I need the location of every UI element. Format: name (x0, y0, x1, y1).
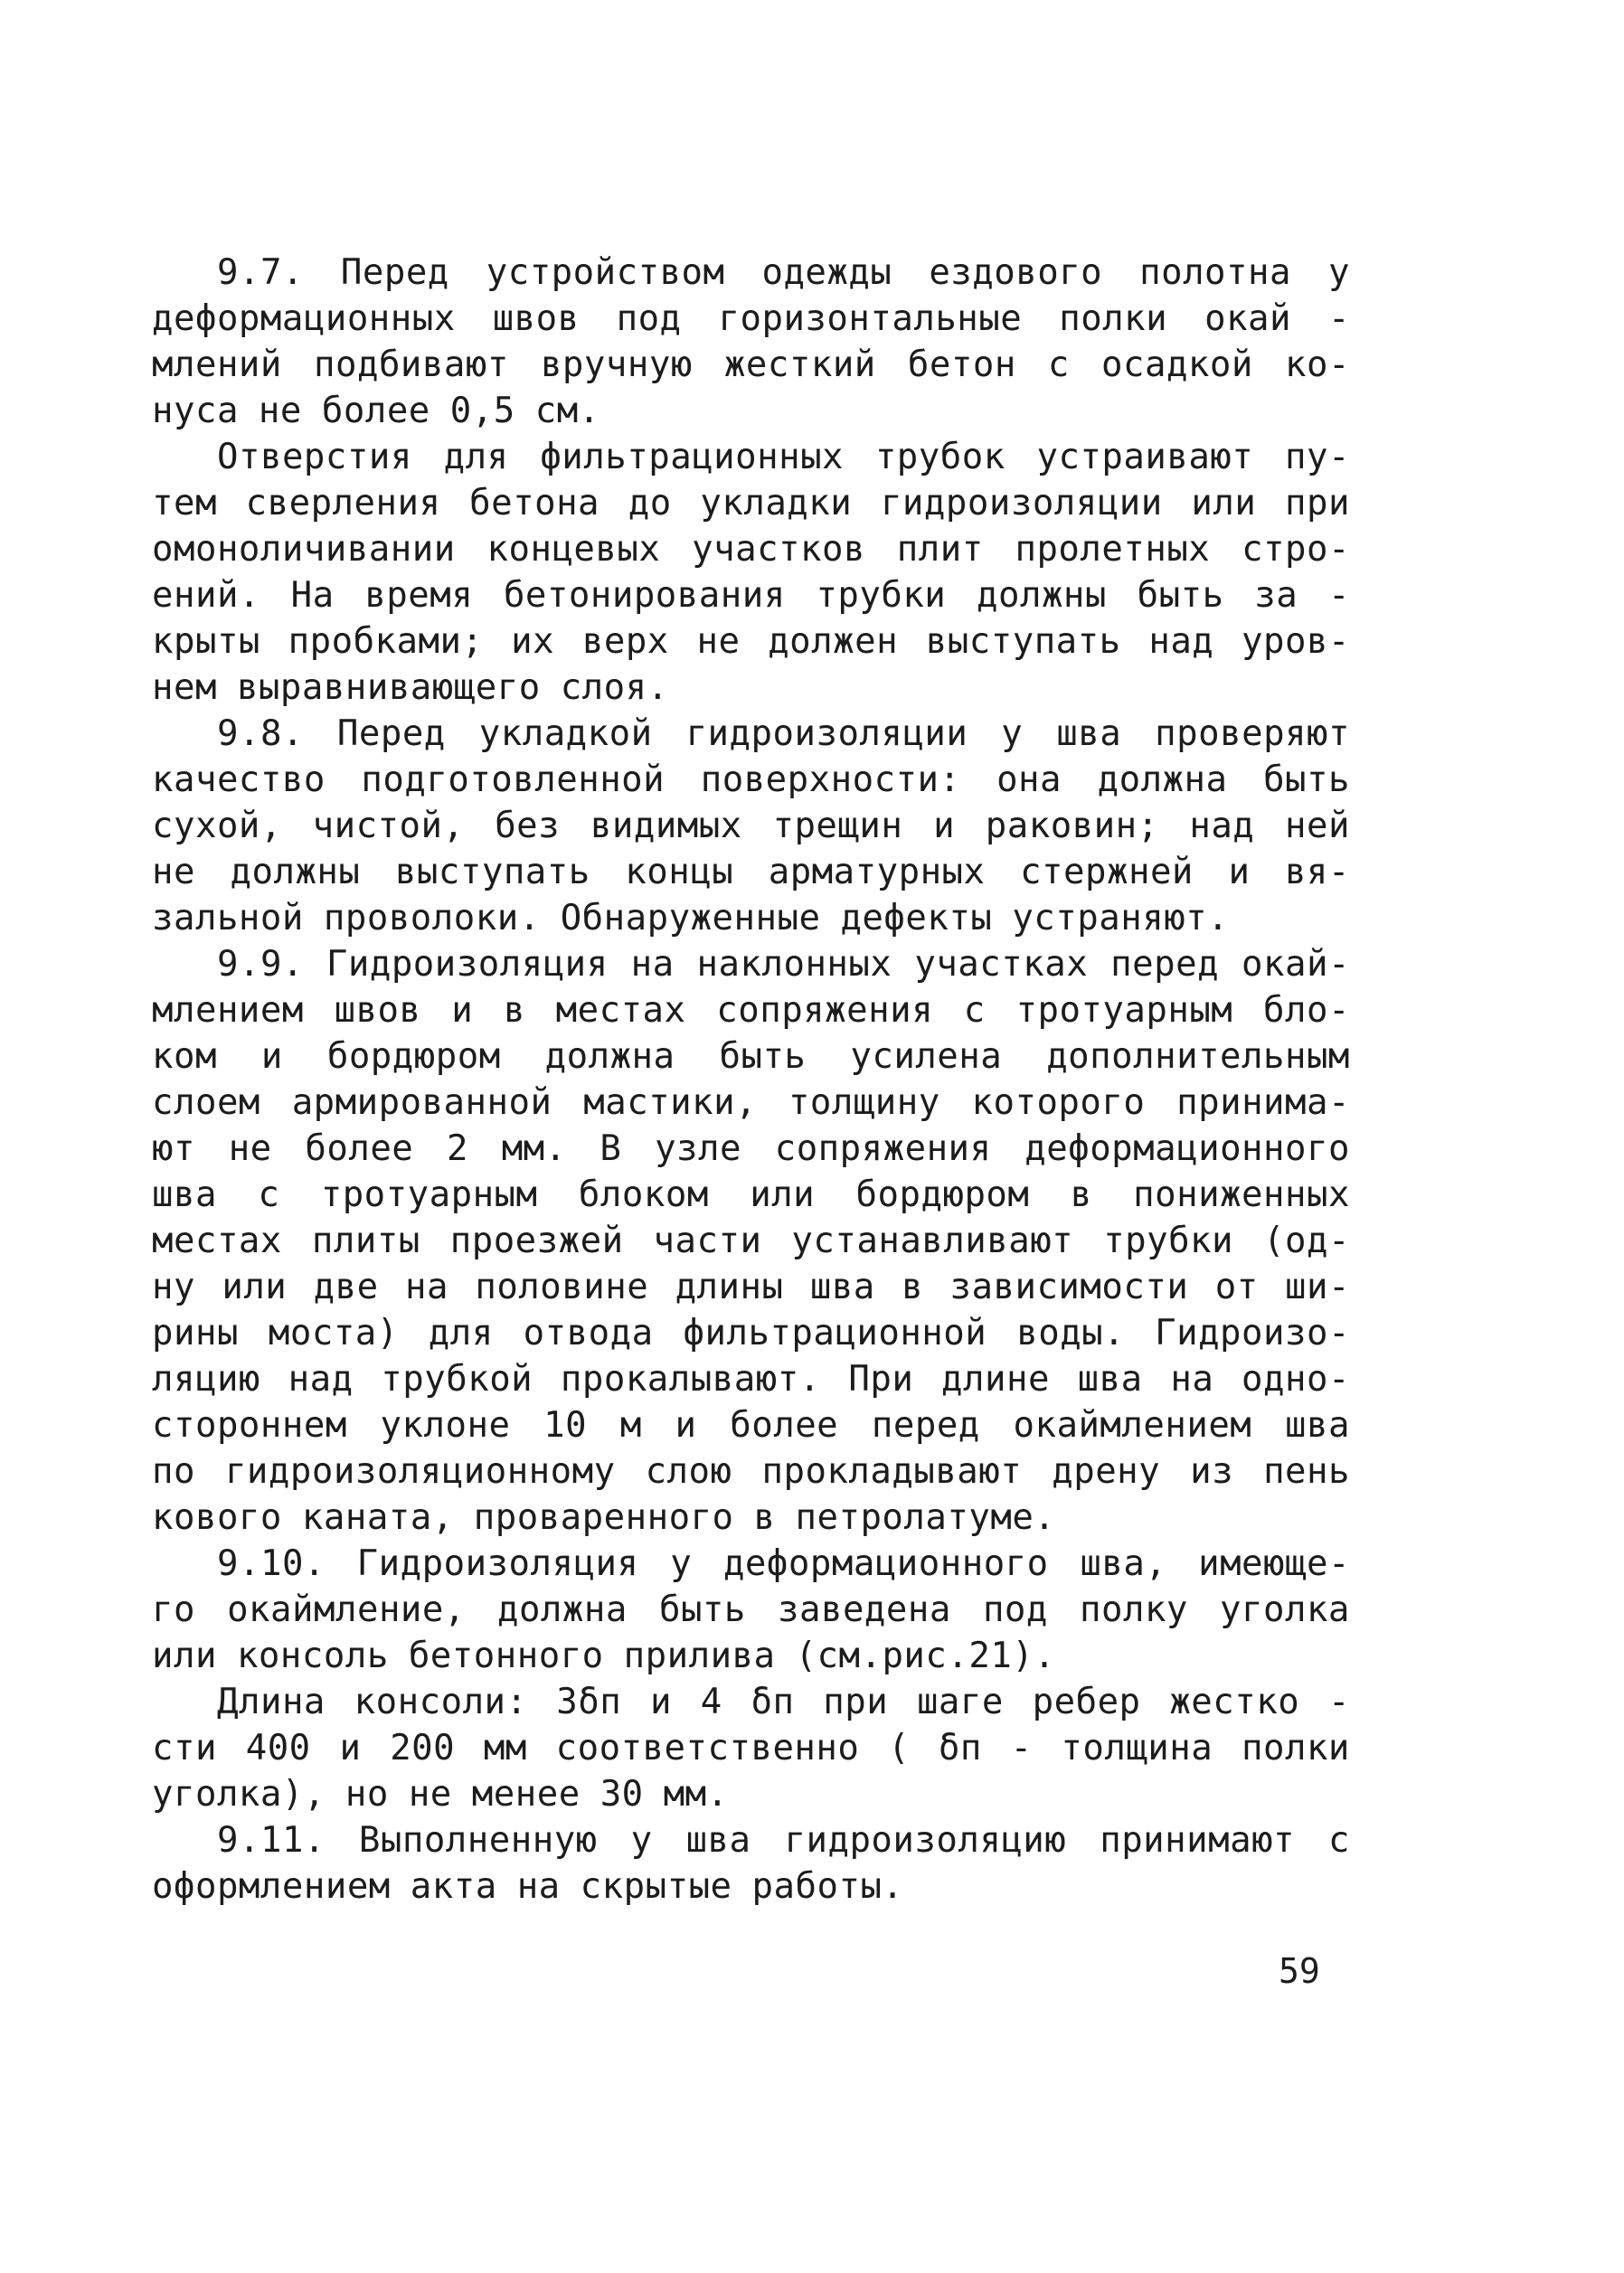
text-line: стороннем уклоне 10 м и более перед окаймлением шва (152, 1405, 1350, 1446)
text-line: ют не более 2 мм. В узле сопряжения деформационного (152, 1128, 1350, 1169)
text-line: оформлением акта на скрытые работы. (152, 1866, 904, 1907)
text-line: сухой, чистой, без видимых трещин и раковин; над ней (152, 806, 1350, 846)
text-line: млением швов и в местах сопряжения с тротуарным бло- (152, 990, 1350, 1031)
text-line: нем выравнивающего слоя. (152, 667, 669, 708)
text-line: млений подбивают вручную жесткий бетон с осадкой ко- (152, 344, 1350, 385)
paragraph (152, 1817, 1350, 1910)
text-line: качество подготовленной поверхности: она должна быть (152, 759, 1350, 800)
text-line: зальной проволоки. Обнаруженные дефекты устраняют. (152, 898, 1230, 938)
text-line: ений. На время бетонирования трубки должны быть за - (152, 575, 1350, 616)
text-line: 9.8. Перед укладкой гидроизоляции у шва проверяют (217, 713, 1350, 754)
text-line: по гидроизоляционному слою прокладывают дрену из пень (152, 1451, 1350, 1492)
body-text (152, 250, 1350, 1910)
text-line: ляцию над трубкой прокалывают. При длине шва на одно- (152, 1359, 1350, 1400)
text-line: крыты пробками; их верх не должен выступать над уров- (152, 621, 1350, 662)
text-line: тем сверления бетона до укладки гидроизоляции или при (152, 483, 1350, 523)
text-line: кового каната, проваренного в петролатуме. (152, 1497, 1056, 1538)
text-line: Длина консоли: 3δп и 4 δп при шаге ребер жестко - (217, 1682, 1350, 1722)
text-line: 9.7. Перед устройством одежды ездового полотна у (217, 252, 1350, 293)
text-line: го окаймление, должна быть заведена под полку уголка (152, 1589, 1350, 1630)
text-line: 9.9. Гидроизоляция на наклонных участках перед окай- (217, 944, 1350, 985)
text-line: или консоль бетонного прилива (см.рис.21). (152, 1636, 1056, 1676)
text-line: 9.10. Гидроизоляция у деформационного шва, имеюще- (217, 1543, 1350, 1584)
text-line: ком и бордюром должна быть усилена дополнительным (152, 1036, 1350, 1077)
text-line: не должны выступать концы арматурных стержней и вя- (152, 852, 1350, 892)
text-line: омоноличивании концевых участков плит пролетных стро- (152, 529, 1350, 570)
paragraph (152, 711, 1350, 941)
text-line: нуса не более 0,5 см. (152, 391, 600, 431)
paragraph (152, 1679, 1350, 1817)
text-line: Отверстия для фильтрационных трубок устраивают пу- (217, 437, 1350, 477)
text-line: 9.11. Выполненную у шва гидроизоляцию принимают с (217, 1820, 1350, 1861)
text-line: ну или две на половине длины шва в зависимости от ши- (152, 1267, 1350, 1307)
page-number: 59 (1279, 1951, 1320, 1991)
paragraph (152, 250, 1350, 434)
text-line: шва с тротуарным блоком или бордюром в пониженных (152, 1174, 1350, 1215)
text-line: деформационных швов под горизонтальные полки окай - (152, 298, 1350, 339)
text-line: рины моста) для отвода фильтрационной воды. Гидроизо- (152, 1313, 1350, 1353)
text-line: сти 400 и 200 мм соответственно ( δп - толщина полки (152, 1728, 1350, 1768)
text-line: слоем армированной мастики, толщину которого принима- (152, 1082, 1350, 1123)
paragraph (152, 434, 1350, 711)
text-line: уголка), но не менее 30 мм. (152, 1774, 729, 1815)
paragraph (152, 941, 1350, 1541)
text-line: местах плиты проезжей части устанавливают трубки (од- (152, 1221, 1350, 1261)
paragraph (152, 1541, 1350, 1679)
